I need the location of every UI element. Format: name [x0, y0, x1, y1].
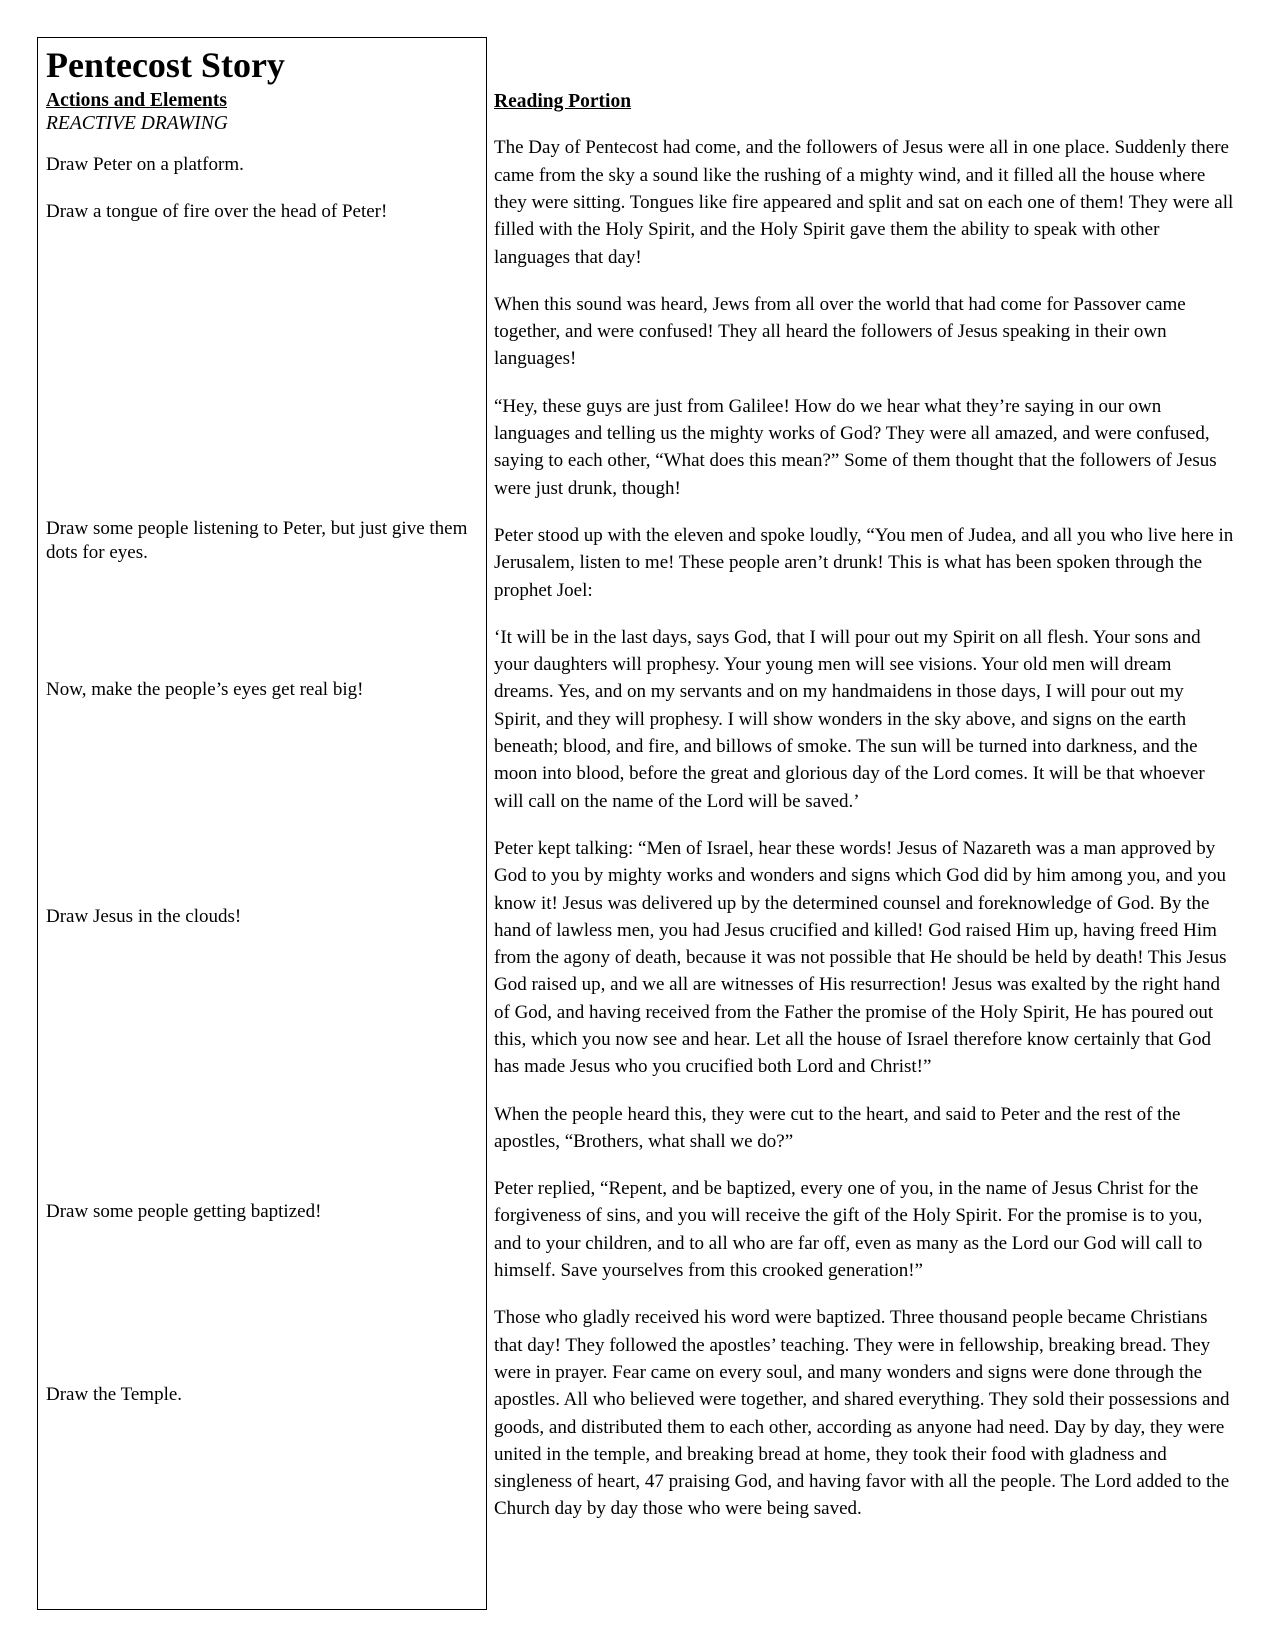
page-title: Pentecost Story — [46, 45, 285, 85]
reading-paragraph: Peter replied, “Repent, and be baptized, every one of you, in the name of Jesus Christ for the forgiveness of sins, and you will receive the gift of the Holy Spirit. For the promise is to you, and to your children, and to all who are far off, even as many as the Lord our God will call to himself. Save yourselves from this crooked generation!” — [494, 1178, 1203, 1282]
reading-paragraph: Peter stood up with the eleven and spoke loudly, “You men of Judea, and all you who live here in Jerusalem, listen to me! These people aren’t drunk! This is what has been spoken through the prophet Joel: — [494, 524, 1234, 601]
reading-heading: Reading Portion — [494, 91, 632, 112]
reactive-drawing-label: REACTIVE DRAWING — [46, 113, 228, 134]
reading-paragraph: Those who gladly received his word were baptized. Three thousand people became Christians that day! They followed the apostles’ teaching. They were in fellowship, breaking bread. They were in prayer. Fear came on every soul, and many wonders and signs were done through the apostles. All who believed were together, and shared everything. They sold their possessions and goods, and distributed them to each other, according as anyone had need. Day by day, they were united in the temple, and breaking bread at home, they took their food with gladness and singleness of heart, 47 praising God, and having favor with all the people. The Lord added to the Church day by day those who were being saved. — [494, 1307, 1230, 1520]
action-tongue-of-fire: Draw a tongue of fire over the head of Peter! — [46, 201, 388, 222]
reading-paragraph: “Hey, these guys are just from Galilee! How do we hear what they’re saying in our own languages and telling us the mighty works of God? They were all amazed, and were confused, saying to each other, “What does this mean?” Some of them thought that the followers of Jesus were just drunk, though! — [494, 395, 1217, 499]
actions-panel — [37, 37, 487, 1610]
action-temple: Draw the Temple. — [46, 1384, 183, 1405]
action-people-listening: Draw some people listening to Peter, but just give them dots for eyes. — [46, 518, 468, 563]
reading-paragraph: The Day of Pentecost had come, and the followers of Jesus were all in one place. Suddenly there came from the sky a sound like the rushing of a mighty wind, and it filled all the house where they were sitting. Tongues like fire appeared and split and sat on each one of them! They were all filled with the Holy Spirit, and the Holy Spirit gave them the ability to speak with other languages that day! — [494, 137, 1234, 268]
action-big-eyes: Now, make the people’s eyes get real big! — [46, 679, 364, 700]
reading-paragraph: Peter kept talking: “Men of Israel, hear these words! Jesus of Nazareth was a man approved by God to you by mighty works and wonders and signs which God did by him among you, and you know it! Jesus was delivered up by the determined counsel and foreknowledge of God. By the hand of lawless men, you had Jesus crucified and killed! God raised Him up, having freed Him from the agony of death, because it was not possible that He should be held by death! This Jesus God raised up, and we all are witnesses of His resurrection! Jesus was exalted by the right hand of God, and having received from the Father the promise of the Holy Spirit, He has poured out this, which you now see and hear. Let all the house of Israel therefore know certainly that God has made Jesus who you crucified both Lord and Christ!” — [494, 837, 1227, 1078]
action-draw-peter: Draw Peter on a platform. — [46, 154, 244, 175]
reading-paragraph: When this sound was heard, Jews from all over the world that had come for Passover came together, and were confused! They all heard the followers of Jesus speaking in their own languages! — [494, 293, 1186, 370]
reading-portion — [494, 90, 1234, 1543]
action-jesus-clouds: Draw Jesus in the clouds! — [46, 906, 242, 927]
reading-paragraph: ‘It will be in the last days, says God, that I will pour out my Spirit on all flesh. Your sons and your daughters will prophesy. Your young men will see visions. Your old men will dream dreams. Yes, and on my servants and on my handmaidens in those days, I will pour out my Spirit, and they will prophesy. I will show wonders in the sky above, and signs on the earth beneath; blood, and fire, and billows of smoke. The sun will be turned into darkness, and the moon into blood, before the great and glorious day of the Lord comes. It will be that whoever will call on the name of the Lord will be saved.’ — [494, 626, 1205, 812]
actions-heading: Actions and Elements — [46, 90, 227, 111]
reading-paragraph: When the people heard this, they were cut to the heart, and said to Peter and the rest of the apostles, “Brothers, what shall we do?” — [494, 1103, 1181, 1152]
action-baptized: Draw some people getting baptized! — [46, 1201, 322, 1222]
